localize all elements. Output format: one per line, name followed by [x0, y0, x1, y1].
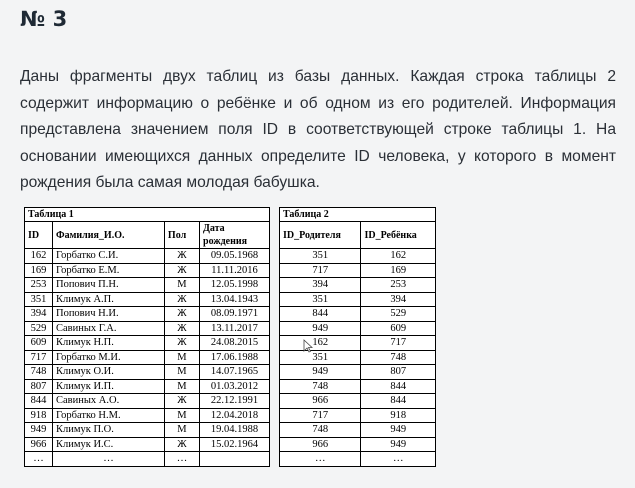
table-1-header-birthdate: Дата рождения	[200, 222, 270, 249]
table-cell: М	[164, 278, 199, 293]
table-cell: Горбатко М.И.	[52, 350, 164, 365]
table-1-header-name: Фамилия_И.О.	[52, 222, 164, 249]
table-row	[25, 350, 270, 365]
table-row	[280, 408, 436, 423]
table-row	[25, 249, 270, 264]
table-cell: 844	[361, 394, 436, 409]
table-cell: Ж	[164, 394, 199, 409]
problem-number: № 3	[20, 7, 68, 31]
table-cell: М	[164, 350, 199, 365]
problem-text: Даны фрагменты двух таблиц из базы данных. Каждая строка таблицы 2 содержит информацию о ребёнке и об одном из его родителей. Информация представлена значением поля ID в соответствующей строке таблицы 1. На основании имеющихся данных определите ID человека, у которого в момент рождения была самая молодая бабушка.	[20, 68, 616, 191]
table-cell: 162	[25, 249, 53, 264]
table-2-header-parent-id: ID_Родителя	[280, 222, 361, 249]
table-1-header-sex: Пол	[164, 222, 199, 249]
table-cell: М	[164, 379, 199, 394]
table-row	[280, 452, 436, 467]
table-cell: Горбатко Е.М.	[52, 263, 164, 278]
table-row	[280, 249, 436, 264]
table-cell: 717	[25, 350, 53, 365]
table-cell: 844	[25, 394, 53, 409]
table-cell: 844	[280, 307, 361, 322]
table-cell: 17.06.1988	[200, 350, 270, 365]
table-cell: 949	[361, 437, 436, 452]
table-cell: 162	[361, 249, 436, 264]
table-cell: 949	[361, 423, 436, 438]
table-cell: Климук А.П.	[52, 292, 164, 307]
table-row	[25, 437, 270, 452]
table-cell: Попович Н.И.	[52, 307, 164, 322]
table-row	[25, 423, 270, 438]
table-cell: 394	[361, 292, 436, 307]
table-cell: 748	[280, 423, 361, 438]
table-cell: Ж	[164, 292, 199, 307]
table-cell: 351	[280, 350, 361, 365]
table-cell: 918	[361, 408, 436, 423]
table-cell: Попович П.Н.	[52, 278, 164, 293]
table-1-caption: Таблица 1	[25, 208, 270, 222]
table-cell: 717	[280, 263, 361, 278]
table-cell: М	[164, 408, 199, 423]
table-cell: 08.09.1971	[200, 307, 270, 322]
table-cell: 09.05.1968	[200, 249, 270, 264]
table-cell: 949	[25, 423, 53, 438]
table-1-header-id: ID	[25, 222, 53, 249]
table-cell: Климук И.П.	[52, 379, 164, 394]
table-row	[25, 321, 270, 336]
table-row	[25, 379, 270, 394]
table-cell: Ж	[164, 263, 199, 278]
table-row	[25, 394, 270, 409]
table-row	[280, 423, 436, 438]
table-row	[25, 278, 270, 293]
table-2	[279, 207, 436, 467]
table-cell: 162	[280, 336, 361, 351]
table-cell: 11.11.2016	[200, 263, 270, 278]
table-cell: 949	[280, 321, 361, 336]
table-cell: 717	[280, 408, 361, 423]
table-cell: 351	[280, 292, 361, 307]
table-cell: Климук Н.П.	[52, 336, 164, 351]
table-row	[280, 278, 436, 293]
table-cell: 13.04.1943	[200, 292, 270, 307]
table-cell: Ж	[164, 249, 199, 264]
table-cell: …	[280, 452, 361, 467]
table-cell: 748	[280, 379, 361, 394]
table-row	[280, 292, 436, 307]
table-cell: 966	[25, 437, 53, 452]
table-cell: 15.02.1964	[200, 437, 270, 452]
table-cell: 13.11.2017	[200, 321, 270, 336]
table-cell: 12.05.1998	[200, 278, 270, 293]
table-cell: …	[164, 452, 199, 467]
table-cell: 609	[25, 336, 53, 351]
table-cell: Ж	[164, 336, 199, 351]
table-cell: 22.12.1991	[200, 394, 270, 409]
table-cell: Ж	[164, 437, 199, 452]
table-cell	[200, 452, 270, 467]
table-cell: 14.07.1965	[200, 365, 270, 380]
table-cell: 351	[25, 292, 53, 307]
mouse-cursor-icon	[303, 339, 313, 353]
table-2-caption: Таблица 2	[280, 208, 436, 222]
table-cell: 529	[25, 321, 53, 336]
table-cell: 609	[361, 321, 436, 336]
table-row	[280, 437, 436, 452]
table-row	[280, 307, 436, 322]
table-cell: 169	[25, 263, 53, 278]
table-cell: 12.04.2018	[200, 408, 270, 423]
table-row	[280, 321, 436, 336]
table-2-header-child-id: ID_Ребёнка	[361, 222, 436, 249]
table-cell: Горбатко С.И.	[52, 249, 164, 264]
table-cell: М	[164, 423, 199, 438]
table-row	[25, 452, 270, 467]
table-cell: 01.03.2012	[200, 379, 270, 394]
table-cell: Климук О.И.	[52, 365, 164, 380]
table-cell: 529	[361, 307, 436, 322]
table-row	[280, 263, 436, 278]
table-cell: 807	[361, 365, 436, 380]
table-cell: 253	[25, 278, 53, 293]
table-cell: 19.04.1988	[200, 423, 270, 438]
table-cell: Горбатко Н.М.	[52, 408, 164, 423]
table-cell: 394	[25, 307, 53, 322]
table-1	[24, 207, 270, 467]
table-cell: Ж	[164, 307, 199, 322]
table-cell: 807	[25, 379, 53, 394]
table-cell: 966	[280, 394, 361, 409]
table-cell: 351	[280, 249, 361, 264]
table-cell: 918	[25, 408, 53, 423]
table-row	[25, 336, 270, 351]
table-cell: 844	[361, 379, 436, 394]
table-cell: 949	[280, 365, 361, 380]
table-cell: М	[164, 365, 199, 380]
table-row	[280, 365, 436, 380]
table-cell: …	[25, 452, 53, 467]
table-cell: 748	[25, 365, 53, 380]
table-cell: Климук П.О.	[52, 423, 164, 438]
table-cell: Климук И.С.	[52, 437, 164, 452]
table-row	[25, 263, 270, 278]
table-cell: 24.08.2015	[200, 336, 270, 351]
table-cell: …	[52, 452, 164, 467]
table-row	[25, 307, 270, 322]
table-row	[280, 379, 436, 394]
table-cell: …	[361, 452, 436, 467]
table-cell: Ж	[164, 321, 199, 336]
table-cell: Савиных Г.А.	[52, 321, 164, 336]
table-cell: 169	[361, 263, 436, 278]
table-cell: 748	[361, 350, 436, 365]
table-cell: 253	[361, 278, 436, 293]
table-cell: Савиных А.О.	[52, 394, 164, 409]
table-cell: 394	[280, 278, 361, 293]
table-row	[25, 292, 270, 307]
table-cell: 966	[280, 437, 361, 452]
table-row	[280, 394, 436, 409]
table-cell: 717	[361, 336, 436, 351]
table-row	[25, 365, 270, 380]
table-row	[25, 408, 270, 423]
